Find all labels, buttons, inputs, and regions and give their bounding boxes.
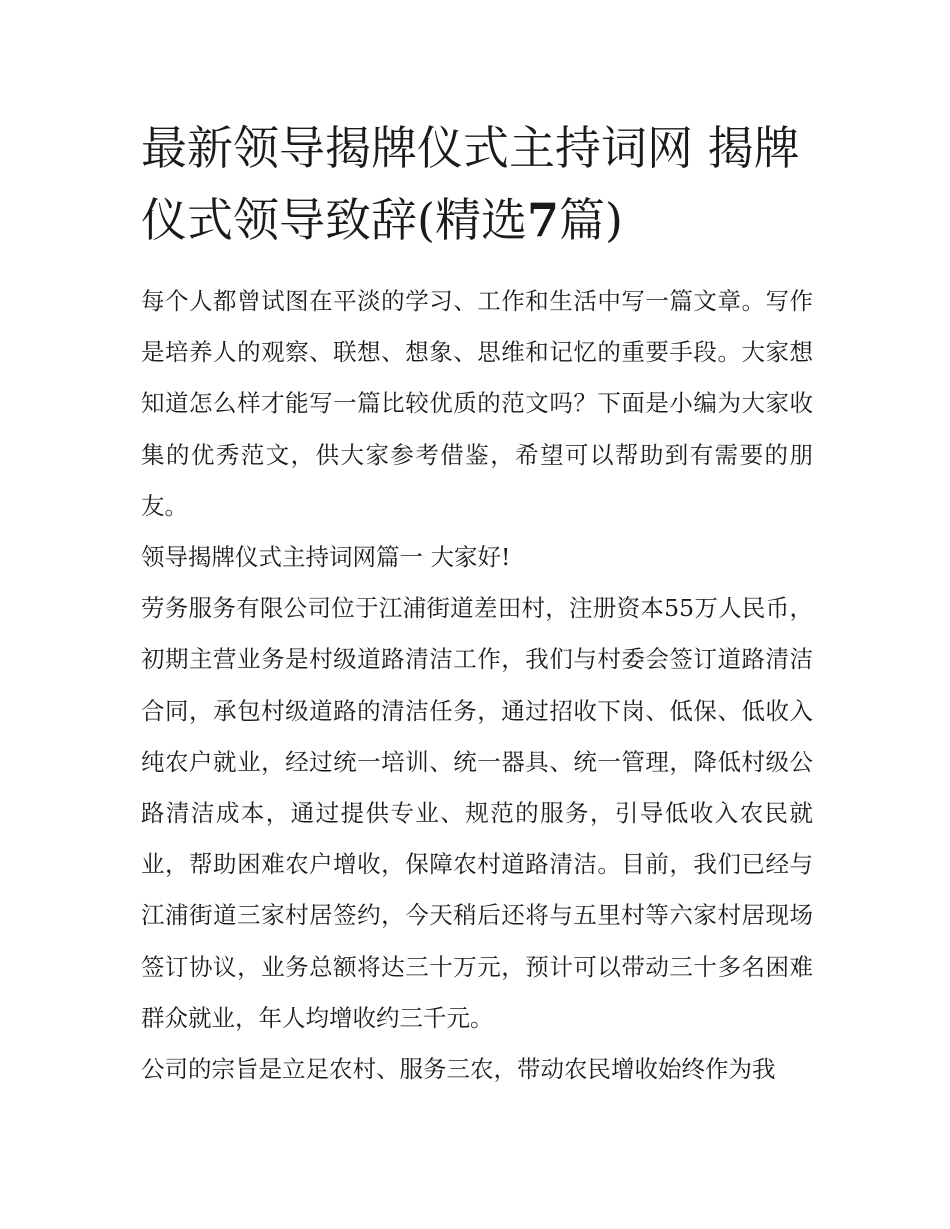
body-paragraph-2: 公司的宗旨是立足农村、服务三农，带动农民增收始终作为我 — [141, 1055, 776, 1084]
title-number: 7 — [526, 193, 559, 247]
body-paragraph-1: 劳务服务有限公司位于江浦街道差田村，注册资本55万人民币，初期主营业务是村级道路清洁工作，我们与村委会签订道路清洁合同，承包村级道路的清洁任务，通过招收下岗、低保、低收入纯农户就业，经过统一培训、统一器具、统一管理，降低村级公路清洁成本，通过提供专业、规范的服务，引导低收入农民就业，帮助困难农户增收，保障农村道路清洁。目前，我们已经与江浦街道三家村居签约，今天稍后还将与五里村等六家村居现场签订协议，业务总额将达三十万元，预计可以带动三十多名困难群众就业，年人均增收约三千元。 — [141, 594, 813, 1032]
document-title — [141, 112, 813, 256]
title-text-part1: 最新领导揭牌仪式主持词网 揭牌仪式领导致辞(精选 — [141, 121, 800, 247]
document-content — [141, 112, 813, 1095]
intro-paragraph: 每个人都曾试图在平淡的学习、工作和生活中写一篇文章。写作是培养人的观察、联想、想象、思维和记忆的重要手段。大家想知道怎么样才能写一篇比较优质的范文吗？下面是小编为大家收集的优秀范文，供大家参考借鉴，希望可以帮助到有需要的朋友。 — [141, 287, 813, 520]
title-text-part2: 篇) — [558, 193, 623, 247]
section-heading: 领导揭牌仪式主持词网篇一 大家好! — [141, 543, 511, 572]
